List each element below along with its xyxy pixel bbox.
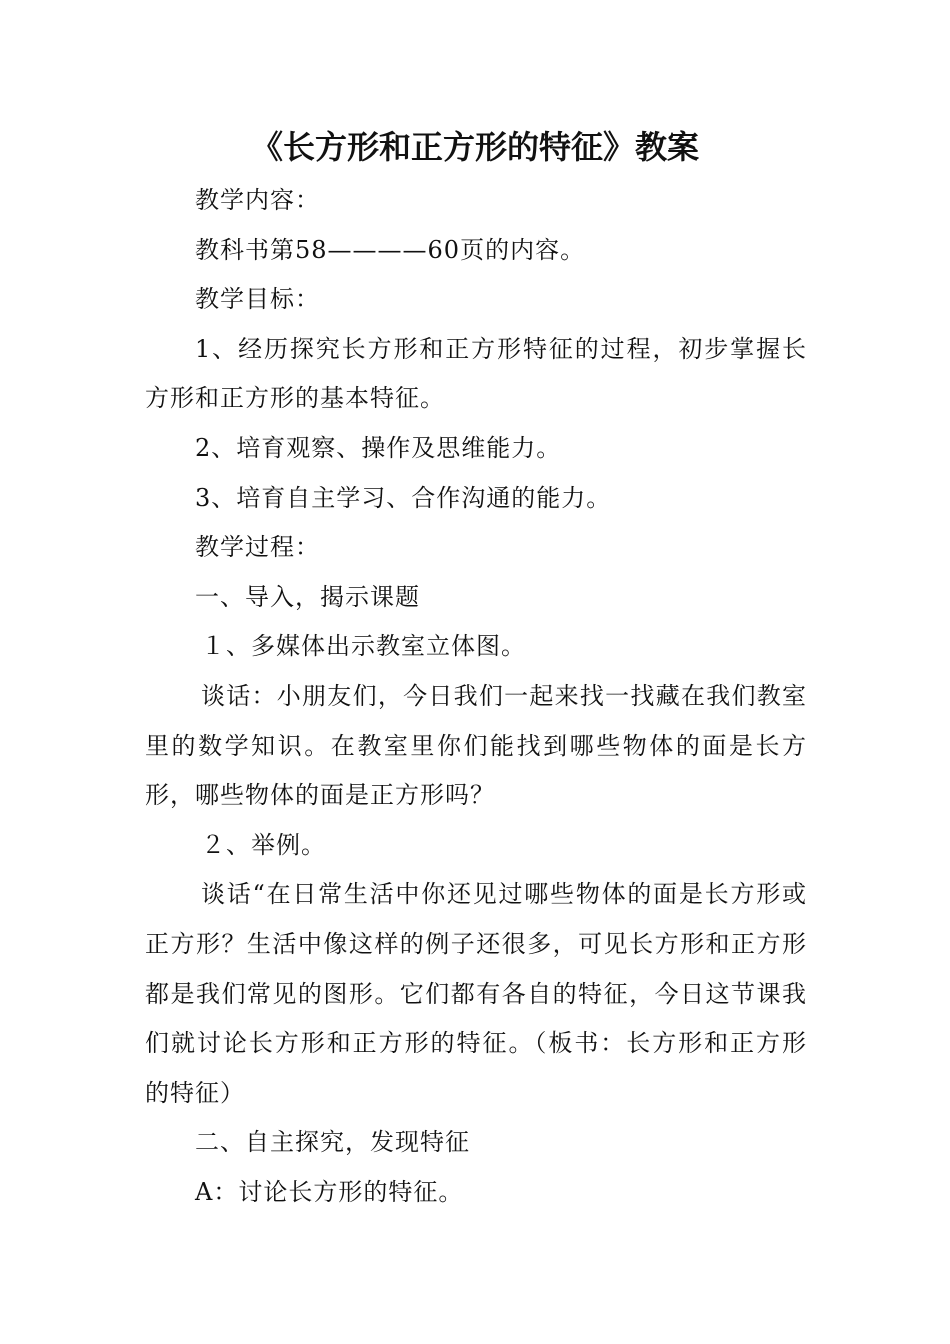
document-body — [145, 176, 807, 1217]
paragraph-goal-3: 3、培育自主学习、合作沟通的能力。 — [195, 483, 612, 512]
paragraph-goal-1: 1、经历探究长方形和正方形特征的过程，初步掌握长方形和正方形的基本特征。 — [145, 334, 807, 413]
paragraph-textbook-pages: 教科书第58————60页的内容。 — [195, 235, 586, 264]
paragraph-teaching-content-heading: 教学内容： — [195, 186, 320, 214]
paragraph-section-1-heading: 一、导入，揭示课题 — [195, 582, 420, 611]
paragraph-step-2: ２、举例。 — [201, 830, 326, 859]
paragraph-talk-2: 谈话“在日常生活中你还见过哪些物体的面是长方形或正方形？生活中像这样的例子还很多，可见长方形和正方形都是我们常见的图形。它们都有各自的特征，今日这节课我们就讨论长方形和正方形的特征。（板书：长方形和正方形的特征） — [145, 880, 807, 1107]
paragraph-teaching-goals-heading: 教学目标： — [195, 285, 320, 314]
paragraph-step-1: １、多媒体出示教室立体图。 — [201, 632, 526, 661]
paragraph-section-2-heading: 二、自主探究，发现特征 — [195, 1128, 470, 1157]
paragraph-part-a: A：讨论长方形的特征。 — [195, 1177, 464, 1206]
document-title: 《长方形和正方形的特征》教案 — [250, 128, 699, 166]
paragraph-teaching-process-heading: 教学过程： — [195, 533, 320, 562]
paragraph-goal-2: 2、培育观察、操作及思维能力。 — [195, 433, 562, 462]
paragraph-talk-1: 谈话：小朋友们，今日我们一起来找一找藏在我们教室里的数学知识。在教室里你们能找到哪些物体的面是长方形，哪些物体的面是正方形吗？ — [145, 681, 807, 810]
